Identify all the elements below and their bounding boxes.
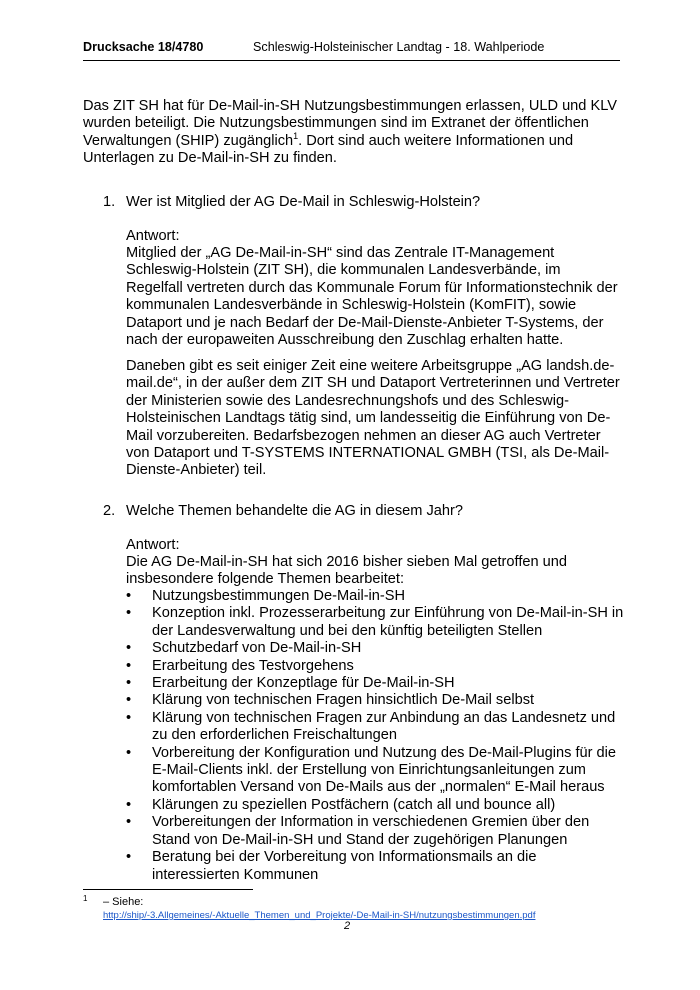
- bullet-icon: •: [126, 709, 132, 726]
- bullet-icon: •: [126, 605, 132, 622]
- landtag-title: Schleswig-Holsteinischer Landtag - 18. Wahlperiode: [253, 40, 545, 54]
- list-item: • Klärungen zu speziellen Postfächern (catch all und bounce all): [126, 796, 556, 813]
- drucksache-number: Drucksache 18/4780: [83, 40, 204, 54]
- question-1-number: 1.: [103, 194, 116, 210]
- footnote-reference: 1: [293, 130, 299, 141]
- page-number: 2: [344, 920, 351, 932]
- list-item: • Klärung von technischen Fragen hinsichtlich De-Mail selbst: [126, 692, 535, 709]
- answer-2-paragraph-1: Die AG De-Mail-in-SH hat sich 2016 bisher sieben Mal getroffen und insbesondere folgende Themen bearbeitet:: [126, 554, 568, 588]
- intro-text-after: . Dort sind auch weitere Informationen und Unterlagen zu De-Mail-in-SH zu finden.: [83, 132, 574, 167]
- intro-paragraph: [83, 98, 620, 168]
- footnote-mark: 1: [83, 894, 88, 903]
- list-item: • Beratung bei der Vorbereitung von Informationsmails an die interessierten Kommunen: [126, 849, 537, 883]
- bullet-icon: •: [126, 814, 132, 831]
- footnote-divider: [83, 889, 253, 890]
- themes-bullet-list: [126, 588, 626, 884]
- answer-1-paragraph-1: Mitglied der „AG De-Mail-in-SH“ sind das Zentrale IT-Management Schleswig-Holstein (ZIT SH), die kommunalen Landesverbände, im Regelfall vertreten durch das Kommunale Forum für Informationstechnik der kommunalen Landesverbände in Schleswig-Holstein (KomFIT), sowie Dataport und je nach Bedarf der De-Mail-Dienste-Anbieter T-Systems, der nach der europaweiten Ausschreibung den Zuschlag erhalten hatte.: [126, 245, 618, 349]
- list-item: • Schutzbedarf von De-Mail-in-SH: [126, 640, 362, 657]
- question-1-text: Wer ist Mitglied der AG De-Mail in Schleswig-Holstein?: [126, 194, 481, 210]
- question-2-number: 2.: [103, 503, 116, 519]
- list-item: • Vorbereitungen der Information in verschiedenen Gremien über den Stand von De-Mail-in-SH und Stand der zugehörigen Planungen: [126, 814, 590, 848]
- list-item: • Vorbereitung der Konfiguration und Nutzung des De-Mail-Plugins für die E-Mail-Clients inkl. der Erstellung von Einrichtungsanleitungen zum komfortablen Versand von De-Mails aus der „normalen“ E-Mail heraus: [126, 744, 617, 796]
- question-2-text: Welche Themen behandelte die AG in diesem Jahr?: [126, 503, 463, 519]
- bullet-icon: •: [126, 849, 132, 866]
- list-item: • Nutzungsbestimmungen De-Mail-in-SH: [126, 588, 406, 604]
- answer-1-paragraph-2: Daneben gibt es seit einiger Zeit eine weitere Arbeitsgruppe „AG landsh.de-mail.de“, in der außer dem ZIT SH und Dataport Vertreterinnen und Vertreter der Ministerien sowie des Landesrechnungshofs und des Schleswig-Holsteinischen Landtags tätig sind, um landesseitig die Einführung von De-Mail vorzubereiten. Bedarfsbezogen nehmen an dieser AG auch Vertreter von Dataport und T-SYSTEMS INTERNATIONAL GMBH (TSI, als De-Mail-Dienste-Anbieter) teil.: [126, 358, 620, 479]
- intro-text-before: Das ZIT SH hat für De-Mail-in-SH Nutzungsbestimmungen erlassen, ULD und KLV wurden beteiligt. Die Nutzungsbestimmungen sind im Extranet der öffentlichen Verwaltungen (SHIP) zugänglich: [83, 98, 617, 149]
- footnote-link[interactable]: http://ship/-3.Allgemeines/-Aktuelle_Themen_und_Projekte/-De-Mail-in-SH/nutzungsbestimmungen.pdf: [103, 910, 536, 921]
- list-item: • Erarbeitung der Konzeptlage für De-Mail-in-SH: [126, 675, 455, 692]
- bullet-icon: •: [126, 588, 132, 604]
- header-divider: [83, 60, 620, 61]
- answer-2-label: Antwort:: [126, 537, 180, 553]
- bullet-icon: •: [126, 675, 132, 692]
- list-item: • Erarbeitung des Testvorgehens: [126, 657, 354, 674]
- list-item: • Klärung von technischen Fragen zur Anbindung an das Landesnetz und zu den erforderlichen Freischaltungen: [126, 709, 616, 744]
- bullet-icon: •: [126, 640, 132, 657]
- footnote-label: – Siehe:: [103, 896, 144, 908]
- answer-1-label: Antwort:: [126, 228, 180, 244]
- bullet-icon: •: [126, 692, 132, 709]
- bullet-icon: •: [126, 744, 132, 761]
- list-item: • Konzeption inkl. Prozesserarbeitung zur Einführung von De-Mail-in-SH in der Landesverwaltung und bei den künftig beteiligten Stellen: [126, 605, 624, 639]
- bullet-icon: •: [126, 796, 132, 813]
- bullet-icon: •: [126, 657, 132, 674]
